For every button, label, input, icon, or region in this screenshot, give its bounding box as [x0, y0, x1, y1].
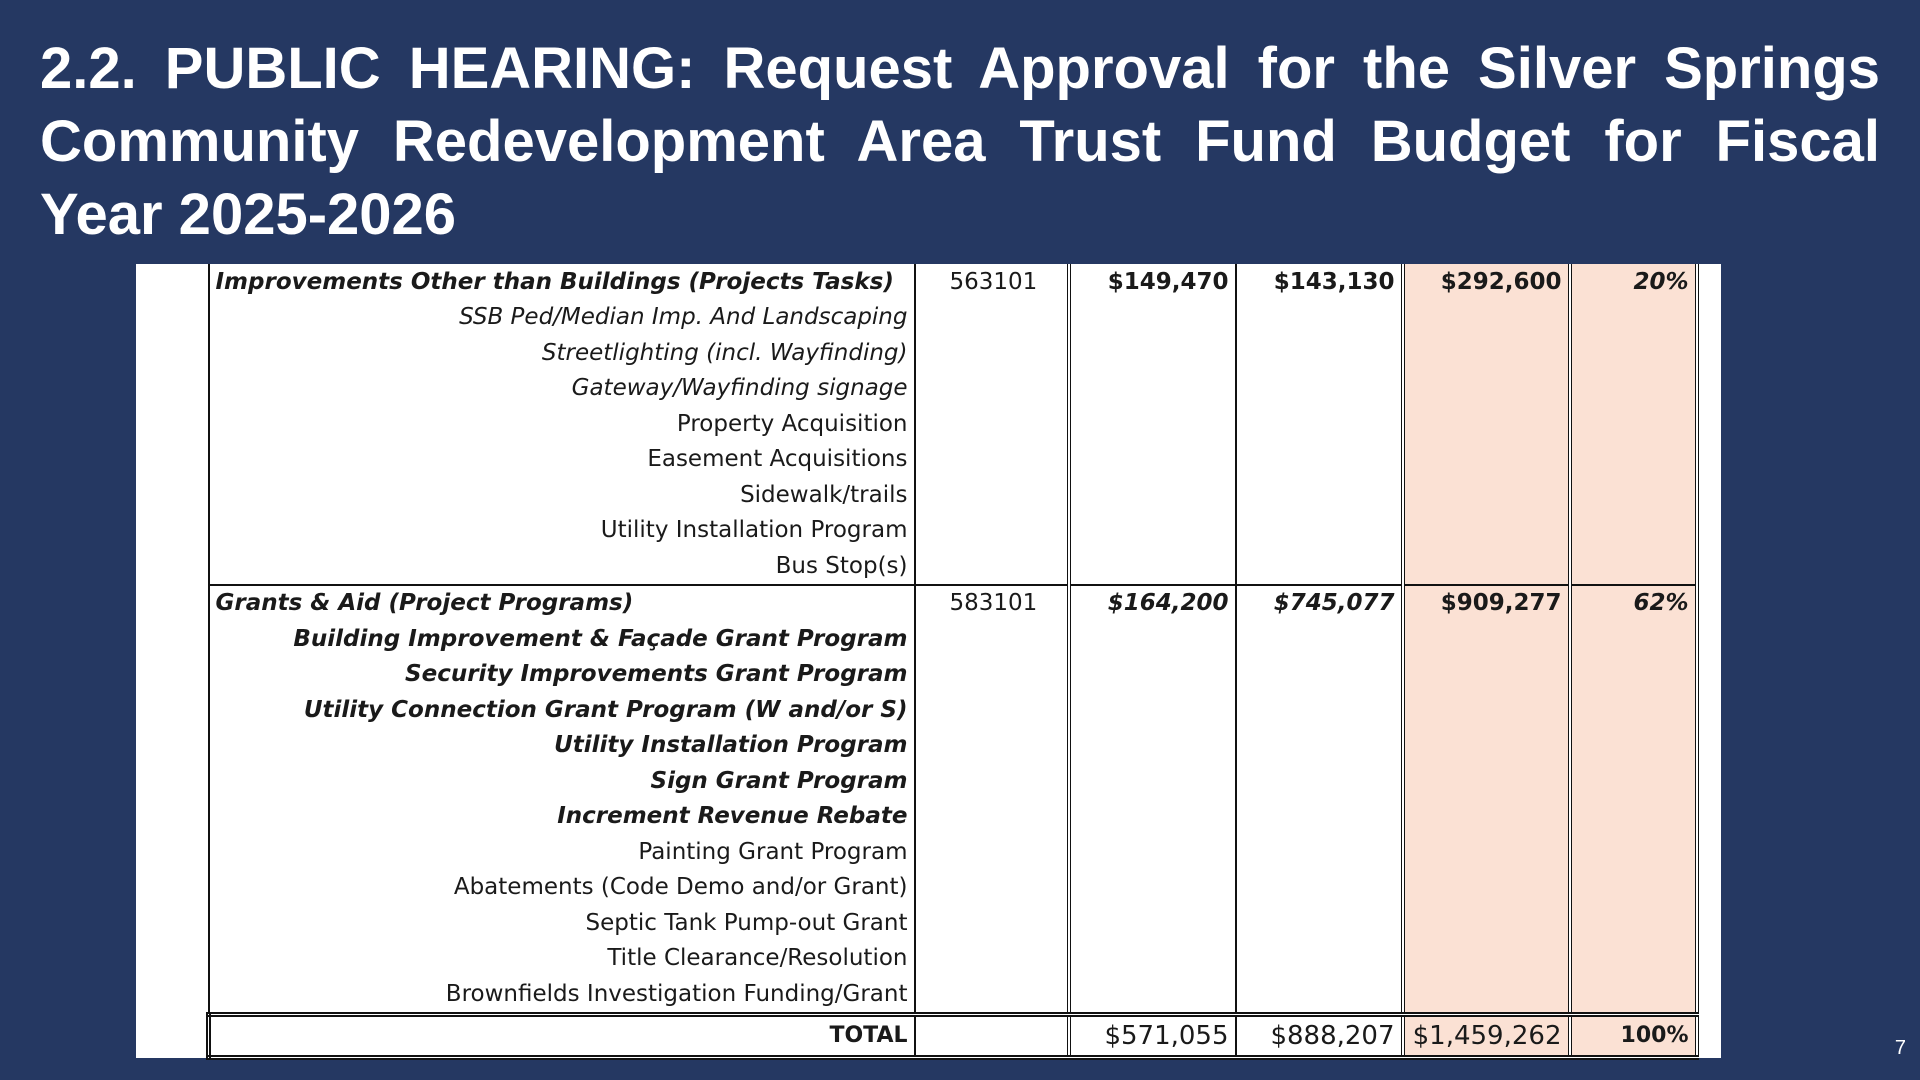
line-item-label: Property Acquisition: [209, 406, 915, 442]
grand-total: $1,459,262: [1403, 1014, 1570, 1057]
line-item-label: Painting Grant Program: [209, 834, 915, 870]
line-item-label: Streetlighting (incl. Wayfinding): [209, 335, 915, 371]
table-row: [209, 371, 1697, 407]
table-row: [209, 406, 1697, 442]
table-row-total: [209, 1014, 1697, 1057]
line-item-label: Utility Installation Program: [209, 513, 915, 549]
budget-table-panel: [136, 264, 1721, 1058]
section-header-label: Improvements Other than Buildings (Projects Tasks): [209, 264, 915, 300]
line-item-label: Utility Connection Grant Program (W and/or S): [209, 692, 915, 728]
table-row: [209, 477, 1697, 513]
table-row: [209, 548, 1697, 585]
account-number: 563101: [915, 264, 1069, 300]
total-value-column-1: $571,055: [1069, 1014, 1236, 1057]
slide-title: 2.2. PUBLIC HEARING: Request Approval for the Silver Springs Community Redevelopment Area Trust Fund Budget for Fiscal Year 2025-2026: [40, 36, 1880, 247]
table-row: [209, 442, 1697, 478]
line-item-label: Sign Grant Program: [209, 763, 915, 799]
total-column: $292,600: [1403, 264, 1570, 300]
total-label: TOTAL: [209, 1014, 915, 1057]
page-number: 7: [1894, 1037, 1906, 1059]
table-row: [209, 763, 1697, 799]
account-number: 583101: [915, 585, 1069, 622]
line-item-label: Easement Acquisitions: [209, 442, 915, 478]
line-item-label: Septic Tank Pump-out Grant: [209, 905, 915, 941]
percent-column: 62%: [1570, 585, 1697, 622]
table-row: [209, 905, 1697, 941]
line-item-label: Increment Revenue Rebate: [209, 799, 915, 835]
table-row-section-header: [209, 264, 1697, 300]
table-row: [209, 941, 1697, 977]
line-item-label: SSB Ped/Median Imp. And Landscaping: [209, 300, 915, 336]
table-row: [209, 834, 1697, 870]
table-row: [209, 657, 1697, 693]
line-item-label: Gateway/Wayfinding signage: [209, 371, 915, 407]
total-column: $909,277: [1403, 585, 1570, 622]
table-row: [209, 976, 1697, 1014]
table-row: [209, 300, 1697, 336]
total-percent: 100%: [1570, 1014, 1697, 1057]
line-item-label: Utility Installation Program: [209, 728, 915, 764]
line-item-label: Security Improvements Grant Program: [209, 657, 915, 693]
line-item-label: Abatements (Code Demo and/or Grant): [209, 870, 915, 906]
table-row: [209, 621, 1697, 657]
value-column-1: $149,470: [1069, 264, 1236, 300]
line-item-label: Title Clearance/Resolution: [209, 941, 915, 977]
table-row-section-header: [209, 585, 1697, 622]
table-row: [209, 513, 1697, 549]
budget-table: [206, 264, 1699, 1060]
section-header-label: Grants & Aid (Project Programs): [209, 585, 915, 622]
percent-column: 20%: [1570, 264, 1697, 300]
table-row: [209, 692, 1697, 728]
value-column-1: $164,200: [1069, 585, 1236, 622]
table-row: [209, 335, 1697, 371]
total-value-column-2: $888,207: [1236, 1014, 1403, 1057]
value-column-2: $745,077: [1236, 585, 1403, 622]
line-item-label: Building Improvement & Façade Grant Program: [209, 621, 915, 657]
table-row: [209, 728, 1697, 764]
table-row: [209, 870, 1697, 906]
line-item-label: Brownfields Investigation Funding/Grant: [209, 976, 915, 1014]
table-row: [209, 799, 1697, 835]
line-item-label: Sidewalk/trails: [209, 477, 915, 513]
line-item-label: Bus Stop(s): [209, 548, 915, 585]
value-column-2: $143,130: [1236, 264, 1403, 300]
